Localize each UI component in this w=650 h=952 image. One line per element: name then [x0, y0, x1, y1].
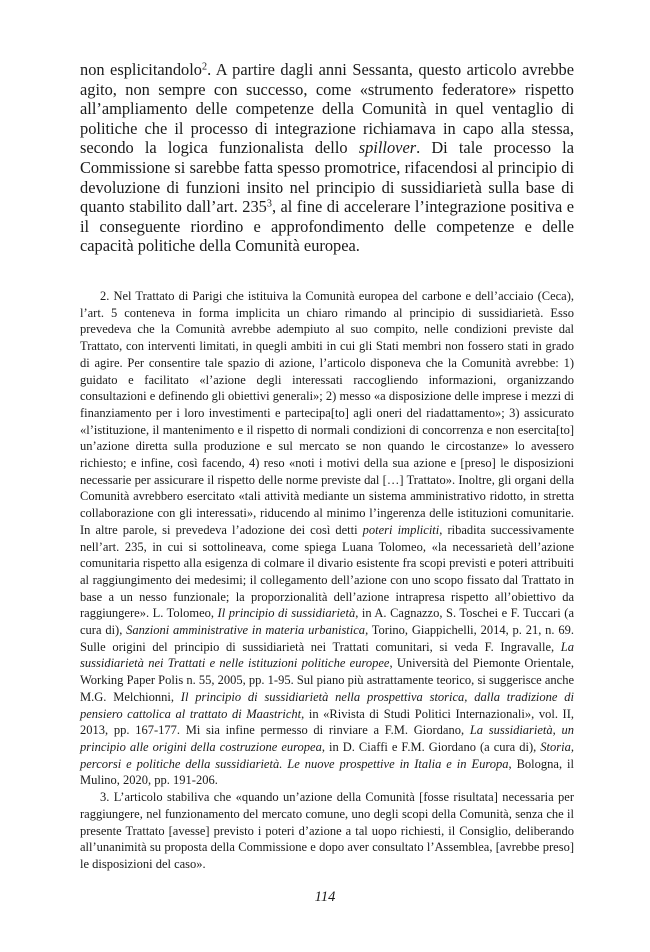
footnote-ref-3[interactable]: 3 — [266, 198, 272, 210]
note-italic: La sussidiarietà, un principio alle origini della costruzione europea — [80, 723, 574, 754]
body-paragraph — [80, 60, 574, 256]
body-text-segment: . Di tale processo la Commissione si sarebbe fatta spesso promotrice, rifacendosi al principio di devoluzione di funzioni insito nel principio di sussidiarietà sulla base di quanto stabilito dall’art. 235 — [80, 138, 574, 217]
note-text: , ribadita successivamente nell’art. 235, in cui si sottolineava, come spiega Luana Tolomeo, «la necessarietà dell’azione comunitaria rispetto alla esigenza di colmare il divario esistente fra scopi previsti e poteri attribuiti al raggiungimento dei medesimi; il collegamento dell’azione con uno scopo fissato dal Trattato in base a un nesso funzionale; la proporzionalità dell’azione intrapresa rispetto all’obiettivo da raggiungere». L. Tolomeo, — [80, 522, 574, 621]
note-text: 2. Nel Trattato di Parigi che istituiva la Comunità europea del carbone e dell’acciaio (Ceca), l’art. 5 conteneva in forma implicita un chiaro rimando al principio di sussidiarietà. Esso prevedeva che la Comunità avrebbe adempiuto al suo compito, nelle condizioni previste dal Trattato, con interventi limitati, in quegli ambiti in cui gli Stati membri non fossero stati in grado di agire. Per consentire tale spazio di azione, l’articolo disponeva che la Comunità avrebbe: 1) guidato e facilitato «l’azione degli interessati raccogliendo informazioni, organizzando consultazioni e definendo gli obiettivi generali»; 2) messo «a disposizione delle imprese i mezzi di finanziamento per i loro investimenti e partecipa[to] agli oneri del riadattamento»; 3) assicurato «l’istituzione, il mantenimento e il rispetto di normali condizioni di concorrenza e non esercita[to] un’azione diretta sulla produzione e sul mercato se non quando le circostanze» lo avessero richiesto; e infine, così facendo, 4) reso «noti i motivi della sua azione e [preso] le disposizioni necessarie per assicurare il rispetto delle norme previste dal […] Trattato». Inoltre, gli organi della Comunità avrebbero esercitato «tali attività mediante un sistema amministrativo ridotto, in stretta collaborazione con gli interessati», riducendo al minimo l’ingerenza delle istituzioni comunitarie. In altre parole, si prevedeva l’adozione dei così detti — [80, 289, 574, 537]
note-text: , in D. Ciaffi e F.M. Giordano (a cura di), — [321, 739, 541, 754]
body-text-segment: . A partire dagli anni Sessanta, questo articolo avrebbe agito, non sempre con successo, come «strumento federatore» rispetto all’ampliamento delle competenze della Comunità in quel ventaglio di politiche che il processo di integrazione richiamava in capo alla stessa, secondo la logica funzionalista dello — [80, 60, 575, 158]
note-text: , Bologna, il Mulino, 2020, pp. 191-206. — [80, 756, 574, 788]
note-text: , in «Rivista di Studi Politici Internazionali», vol. II, 2013, pp. 167-177. Mi sia infine permesso di rinviare a F.M. Giordano, — [80, 706, 574, 738]
footnotes — [80, 288, 574, 873]
note-italic: Il principio di sussidiarietà nella prospettiva storica, dalla tradizione di pensiero cattolica al trattato di Maastricht — [80, 689, 574, 721]
note-italic: Storia, percorsi e politiche della sussidiarietà. Le nuove prospettive in Italia e in Europa — [80, 739, 574, 771]
footnote-2 — [80, 288, 574, 789]
note-italic: Il principio di sussidiarietà — [217, 606, 356, 621]
note-text: , Torino, Giappichelli, 2014, p. 21, n. 69. Sulle origini del principio di sussidiarietà nei Trattati comunitari, si veda F. Ingravalle, — [80, 623, 575, 654]
body-text-segment: , al fine di accelerare l’integrazione positiva e il conseguente riordino e approfondimento delle competenze e delle capacità politiche della Comunità europea. — [80, 197, 574, 256]
note-italic: Sanzioni amministrative in materia urbanistica — [126, 623, 366, 638]
note-text: , Università del Piemonte Orientale, Working Paper Polis n. 55, 2005, pp. 1-95. Sul piano più astrattamente teorico, si suggerisce anche M.G. Melchionni, — [80, 656, 574, 704]
page-number: 114 — [314, 889, 336, 905]
note-italic: poteri impliciti — [362, 522, 440, 537]
footnote-ref-2[interactable]: 2 — [202, 61, 208, 73]
italic-term: spillover — [358, 138, 417, 158]
note-text: 3. L’articolo stabiliva che «quando un’azione della Comunità [fosse risultata] necessaria per raggiungere, nel funzionamento del mercato comune, uno degli scopi della Comunità, senza che il presente Trattato [avesse] previsto i poteri d’azione a tal uopo richiesti, il Consiglio, deliberando all’unanimità su proposta della Commissione e dopo aver consultato l’Assemblea, [avrebbe preso] le disposizioni del caso». — [80, 790, 574, 871]
body-text-segment: non esplicitandolo — [80, 60, 203, 79]
footnote-3 — [80, 789, 574, 873]
note-italic: La sussidiarietà nei Trattati e nelle istituzioni politiche europee — [80, 639, 574, 671]
note-text: , in A. Cagnazzo, S. Toschei e F. Tuccari (a cura di), — [80, 606, 574, 638]
